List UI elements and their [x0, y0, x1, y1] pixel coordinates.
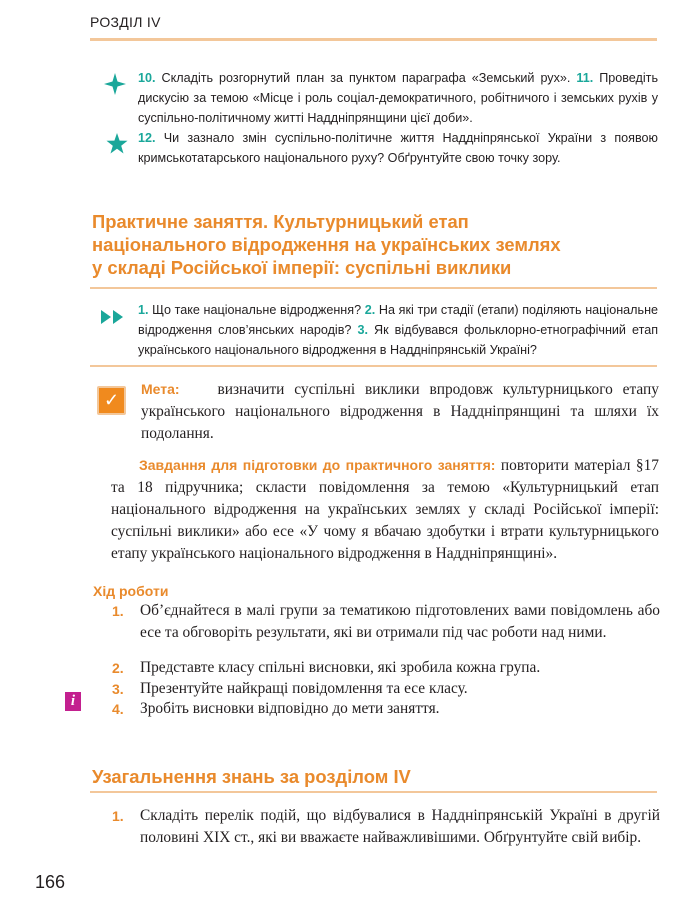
step-number: 3.: [112, 681, 124, 697]
header-rule: [90, 38, 657, 41]
summary-item: [112, 805, 660, 849]
goal-text: визначити суспільні виклики впродовж культурницького етапу українського національного відродження в Наддніпрянщині та шляхи їх подолання.: [141, 381, 659, 442]
page-number: 166: [35, 872, 66, 892]
summary-title: Узагальнення знань за розділом IV: [92, 766, 411, 787]
info-icon: i: [65, 692, 81, 711]
workflow-title: Хід роботи: [93, 583, 169, 599]
task-text: Проведіть дискусію за темою «Місце і роль соціал-демократичного, робітничого і земських рухів у суспільно-політичному житті Наддніпрянщини цієї доби».: [138, 71, 658, 125]
title-line: Практичне заняття. Культурницький етап: [92, 211, 469, 232]
step-number: 1.: [112, 603, 124, 619]
workflow-step: [112, 657, 660, 679]
item-text: Складіть перелік подій, що відбувалися в Наддніпрянській Україні в другій половині XIX ст., які ви вважаєте найважливішими. Обґрунтуйте свій вибір.: [140, 807, 660, 846]
question-number: 1.: [138, 303, 149, 317]
question-text: На які три стадії (етапи) поділяють національне відродження слов’янських народів?: [138, 303, 659, 337]
task-number: 12.: [138, 131, 156, 145]
step-text: Зробіть висновки відповідно до мети заняття.: [140, 700, 440, 717]
step-text: Представте класу спільні висновки, які зробила кожна група.: [140, 659, 541, 676]
workflow-step: [112, 678, 660, 700]
section-header: РОЗДІЛ IV: [90, 14, 161, 30]
step-text: Об’єднайтеся в малі групи за тематикою підготовлених вами повідомлень або есе та обговоріть результати, які ви отримали під час роботи над ними.: [140, 602, 660, 641]
star-icon: [104, 73, 126, 95]
star-icon: [106, 133, 128, 155]
workflow-step: [112, 698, 660, 720]
item-number: 1.: [112, 808, 124, 824]
task-number: 10.: [138, 71, 156, 85]
task-number: 11.: [576, 71, 594, 85]
tasks-10-11: [138, 68, 658, 128]
task-text: Складіть розгорнутий план за пунктом параграфа «Земський рух».: [161, 71, 571, 85]
question-text: Як відбувався фольклорно-етнографічний етап українського національного відродження в Наддніпрянській Україні?: [138, 323, 659, 357]
goal: [141, 378, 659, 445]
preparation-task: [111, 454, 659, 565]
step-text: Презентуйте найкращі повідомлення та есе класу.: [140, 680, 468, 697]
review-questions: [138, 300, 658, 360]
goal-label: Мета:: [141, 381, 180, 397]
title-rule: [90, 287, 657, 289]
questions-rule: [90, 365, 657, 367]
step-number: 2.: [112, 660, 124, 676]
task-text: Чи зазнало змін суспільно-політичне життя Наддніпрянської України з появою кримськотатарського національного руху? Обґрунтуйте свою точку зору.: [138, 131, 659, 165]
checkmark-icon: ✓: [97, 386, 126, 415]
preparation-label: Завдання для підготовки до практичного заняття:: [139, 457, 496, 473]
summary-rule: [90, 791, 657, 793]
workflow-step: [112, 600, 660, 644]
preparation-text: повторити матеріал §17 та 18 підручника; скласти повідомлення за темою «Культурницький етап національного відродження на українських землях у складі Російської імперії: суспільні виклики» або есе «У чому я вбачаю здобутки і втрати культурницького етапу українського національного відродження в Наддніпрянщині».: [111, 457, 659, 562]
question-text: Що таке національне відродження?: [152, 303, 362, 317]
step-number: 4.: [112, 701, 124, 717]
question-number: 3.: [357, 323, 368, 337]
task-12: [138, 128, 658, 168]
title-line: національного відродження на українських землях: [92, 234, 561, 255]
title-line: у складі Російської імперії: суспільні виклики: [92, 257, 512, 278]
question-number: 2.: [364, 303, 376, 317]
double-arrow-icon: [101, 310, 125, 324]
practical-title: [92, 210, 561, 279]
